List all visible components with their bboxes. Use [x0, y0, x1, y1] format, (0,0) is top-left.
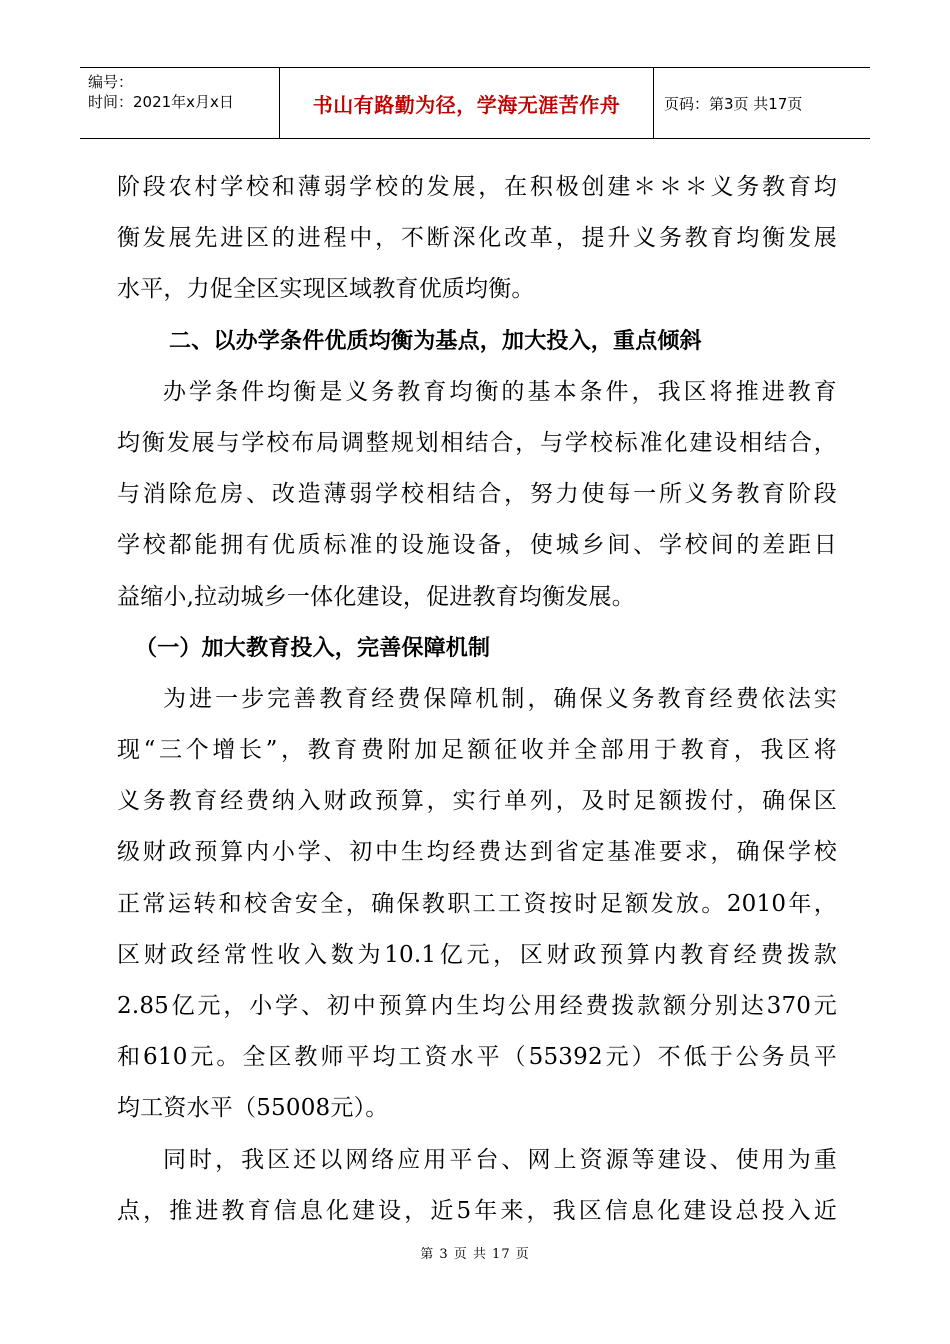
- body-line: 为进一步完善教育经费保障机制，确保义务教育经费依法实: [163, 685, 837, 712]
- body-line: 2.85亿元，小学、初中预算内生均公用经费拨款额分别达370元: [117, 993, 837, 1019]
- header-table: [80, 67, 870, 139]
- body-line: 区财政经常性收入数为10.1亿元，区财政预算内教育经费拨款: [117, 941, 837, 968]
- body-line: 衡发展先进区的进程中，不断深化改革，提升义务教育均衡发展: [117, 225, 837, 252]
- body-line: 水平，力促全区实现区域教育优质均衡。: [117, 276, 535, 303]
- header-page-cell: [654, 68, 870, 138]
- body-line: 均衡发展与学校布局调整规划相结合，与学校标准化建设相结合，: [117, 429, 837, 456]
- body-line: 和610元。全区教师平均工资水平（55392元）不低于公务员平: [117, 1044, 837, 1071]
- body-line: 阶段农村学校和薄弱学校的发展，在积极创建＊＊＊义务教育均: [117, 174, 837, 200]
- header-page-info: 页码：第3页 共17页: [664, 94, 803, 113]
- header-motto-cell: [280, 68, 654, 138]
- section-heading: 二、以办学条件优质均衡为基点，加大投入，重点倾斜: [169, 328, 702, 354]
- document-number-label: 编号：: [88, 73, 134, 91]
- body-line: 办学条件均衡是义务教育均衡的基本条件，我区将推进教育: [163, 378, 837, 405]
- body-line: 益缩小,拉动城乡一体化建设，促进教育均衡发展。: [117, 583, 635, 610]
- subsection-heading: （一）加大教育投入，完善保障机制: [135, 635, 491, 661]
- body-line: 学校都能拥有优质标准的设施设备，使城乡间、学校间的差距日: [117, 532, 837, 559]
- document-date: 时间：2021年x月x日: [88, 93, 234, 111]
- header-meta-cell: [80, 68, 280, 138]
- body-line: 义务教育经费纳入财政预算，实行单列，及时足额拨付，确保区: [117, 788, 837, 815]
- body-line: 同时，我区还以网络应用平台、网上资源等建设、使用为重: [163, 1146, 837, 1173]
- body-line: 级财政预算内小学、初中生均经费达到省定基准要求，确保学校: [117, 839, 837, 866]
- document-body: [117, 162, 837, 1237]
- body-line: 现“三个增长”，教育费附加足额征收并全部用于教育，我区将: [117, 737, 837, 764]
- body-line: 正常运转和校舍安全，确保教职工工资按时足额发放。2010年，: [117, 890, 837, 917]
- body-line: 均工资水平（55008元）。: [117, 1095, 389, 1122]
- body-line: 与消除危房、改造薄弱学校相结合，努力使每一所义务教育阶段: [117, 481, 837, 508]
- header-motto: 书山有路勤为径，学海无涯苦作舟: [312, 92, 621, 117]
- body-line: 点，推进教育信息化建设，近5年来，我区信息化建设总投入近: [117, 1197, 837, 1224]
- page-footer: 第 3 页 共 17 页: [420, 1247, 530, 1262]
